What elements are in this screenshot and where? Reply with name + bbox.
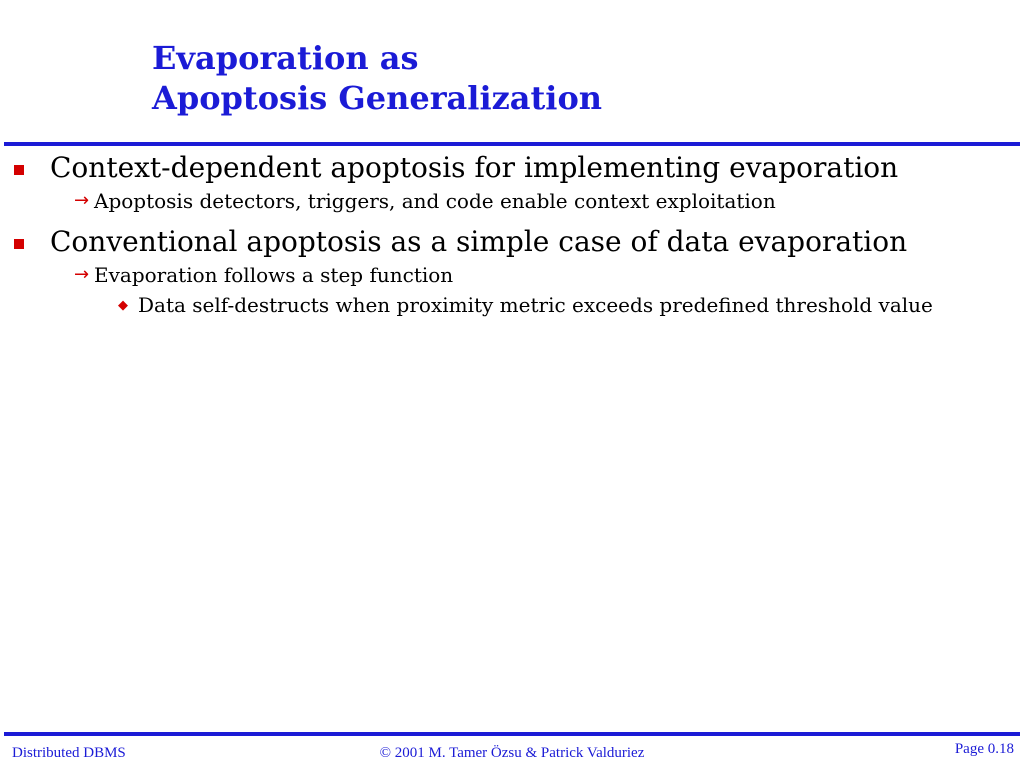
bullet-level1 — [12, 148, 1012, 188]
bullet-level1 — [12, 222, 1012, 262]
bullet-text: Apoptosis detectors, triggers, and code enable context exploitation — [94, 189, 776, 213]
bullet-text: Conventional apoptosis as a simple case of data evaporation — [50, 225, 908, 258]
square-bullet-icon — [14, 239, 24, 249]
slide-title — [152, 38, 602, 118]
footer-divider — [4, 732, 1020, 736]
diamond-bullet-icon: ◆ — [118, 298, 128, 313]
footer-copyright: © 2001 M. Tamer Özsu & Patrick Valduriez — [379, 745, 645, 761]
slide-title-line-2: Apoptosis Generalization — [152, 79, 603, 117]
arrow-bullet-icon: → — [74, 264, 90, 285]
footer-page-number: Page 0.18 — [954, 741, 1014, 757]
slide-body — [12, 148, 1012, 319]
bullet-level2 — [12, 262, 1012, 288]
title-divider — [4, 142, 1020, 146]
arrow-bullet-icon: → — [74, 190, 90, 211]
bullet-text: Data self-destructs when proximity metric exceeds predefined threshold value — [138, 293, 933, 317]
bullet-text: Evaporation follows a step function — [94, 263, 454, 287]
bullet-level3 — [12, 292, 998, 319]
square-bullet-icon — [14, 165, 24, 175]
footer-course-name: Distributed DBMS — [12, 745, 126, 761]
slide-title-line-1: Evaporation as — [152, 39, 419, 77]
bullet-level2 — [12, 188, 1012, 214]
bullet-text: Context-dependent apoptosis for implementing evaporation — [50, 151, 899, 184]
